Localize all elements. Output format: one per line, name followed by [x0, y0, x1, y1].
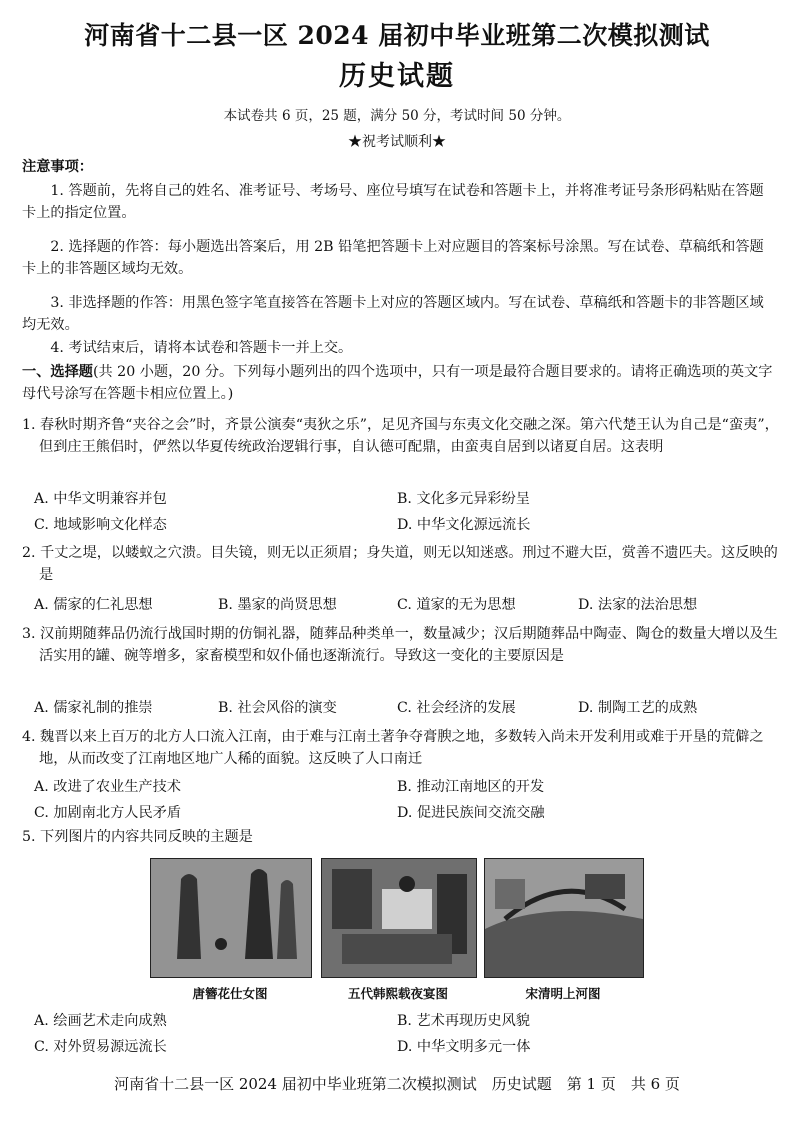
exam-info: 本试卷共 6 页，25 题，满分 50 分，考试时间 50 分钟。 — [223, 108, 571, 124]
caption-tang-ladies: 唐簪花仕女图 — [192, 986, 268, 1001]
q3-option-c[interactable]: C. 社会经济的发展 — [397, 700, 516, 716]
exam-subtitle: 历史试题 — [339, 61, 455, 92]
caption-han-xizai-banquet: 五代韩熙载夜宴图 — [347, 986, 448, 1001]
note-item-3: 3. 非选择题的作答：用黑色签字笔直接答在答题卡上对应的答题区域内。写在试卷、草稿纸和答题卡的非答题区域均无效。 — [22, 295, 764, 333]
exam-title: 河南省十二县一区 2024 届初中毕业班第二次模拟测试 — [84, 21, 710, 50]
painting-han-xizai-banquet — [321, 858, 477, 978]
q2-option-c[interactable]: C. 道家的无为思想 — [397, 597, 516, 613]
q1-option-b[interactable]: B. 文化多元异彩纷呈 — [397, 491, 530, 507]
painting-qingming-river — [484, 858, 644, 978]
q2-option-b[interactable]: B. 墨家的尚贤思想 — [218, 597, 337, 613]
note-item-2: 2. 选择题的作答：每小题选出答案后，用 2B 铅笔把答题卡上对应题目的答案标号涂黑。写在试卷、草稿纸和答题卡上的非答题区域均无效。 — [22, 239, 764, 277]
section-1-label: 一、选择题 — [22, 364, 93, 380]
q3-option-d[interactable]: D. 制陶工艺的成熟 — [578, 700, 698, 716]
q5-option-c[interactable]: C. 对外贸易源远流长 — [34, 1039, 167, 1055]
q4-option-d[interactable]: D. 促进民族间交流交融 — [397, 805, 545, 821]
q4-option-a[interactable]: A. 改进了农业生产技术 — [34, 779, 181, 795]
page-footer: 河南省十二县一区 2024 届初中毕业班第二次模拟测试 历史试题 第 1 页 共 6 页 — [114, 1075, 680, 1093]
q1-option-a[interactable]: A. 中华文明兼容并包 — [34, 491, 167, 507]
q2-option-a[interactable]: A. 儒家的仁礼思想 — [34, 597, 153, 613]
painting-tang-ladies — [150, 858, 312, 978]
q4-option-b[interactable]: B. 推动江南地区的开发 — [397, 779, 545, 795]
q2-option-d[interactable]: D. 法家的法治思想 — [578, 597, 698, 613]
section-1 — [22, 361, 774, 405]
q1-option-c[interactable]: C. 地域影响文化样态 — [34, 517, 167, 533]
caption-qingming-river: 宋清明上河图 — [525, 986, 601, 1001]
q1-option-d[interactable]: D. 中华文化源远流长 — [397, 517, 531, 533]
exam-wish: ★祝考试顺利★ — [348, 134, 446, 150]
q5-option-a[interactable]: A. 绘画艺术走向成熟 — [34, 1013, 167, 1029]
q5-option-d[interactable]: D. 中华文明多元一体 — [397, 1039, 531, 1055]
section-1-desc: (共 20 小题，20 分。下列每小题列出的四个选项中，只有一项是最符合题目要求的。请将正确选项的英文字母代号涂写在答题卡相应位置上。) — [22, 364, 773, 402]
question-1-stem: 1. 春秋时期齐鲁“夹谷之会”时，齐景公演奏“夷狄之乐”，足见齐国与东夷文化交融之深。第六代楚王认为自己是“蛮夷”，但到庄王熊侣时，俨然以华夏传统政治逻辑行事，自认德可配鼎，由蛮夷自居到以诸夏自居。这表明 — [22, 417, 779, 455]
question-5-stem: 5. 下列图片的内容共同反映的主题是 — [22, 829, 253, 845]
q5-option-b[interactable]: B. 艺术再现历史风貌 — [397, 1013, 530, 1029]
q3-option-b[interactable]: B. 社会风俗的演变 — [218, 700, 337, 716]
note-item-1: 1. 答题前，先将自己的姓名、准考证号、考场号、座位号填写在试卷和答题卡上，并将准考证号条形码粘贴在答题卡上的指定位置。 — [22, 183, 764, 221]
q3-option-a[interactable]: A. 儒家礼制的推崇 — [34, 700, 153, 716]
note-item-4: 4. 考试结束后，请将本试卷和答题卡一并上交。 — [50, 340, 353, 356]
question-4-stem: 4. 魏晋以来上百万的北方人口流入江南，由于难与江南土著争夺膏腴之地，多数转入尚未开发利用或难于开垦的荒僻之地，从而改变了江南地区地广人稀的面貌。这反映了人口南迁 — [22, 729, 764, 767]
q4-option-c[interactable]: C. 加剧南北方人民矛盾 — [34, 805, 182, 821]
question-3-stem: 3. 汉前期随葬品仍流行战国时期的仿铜礼器，随葬品种类单一，数量减少；汉后期随葬品中陶壶、陶仓的数量大增以及生活实用的罐、碗等增多，家畜模型和奴仆俑也逐渐流行。导致这一变化的主要原因是 — [22, 626, 778, 664]
question-2-stem: 2. 千丈之堤，以蝼蚁之穴溃。目失镜，则无以正须眉；身失道，则无以知迷惑。刑过不避大臣，赏善不遗匹夫。这反映的是 — [22, 545, 778, 583]
notes-heading: 注意事项： — [22, 159, 93, 175]
